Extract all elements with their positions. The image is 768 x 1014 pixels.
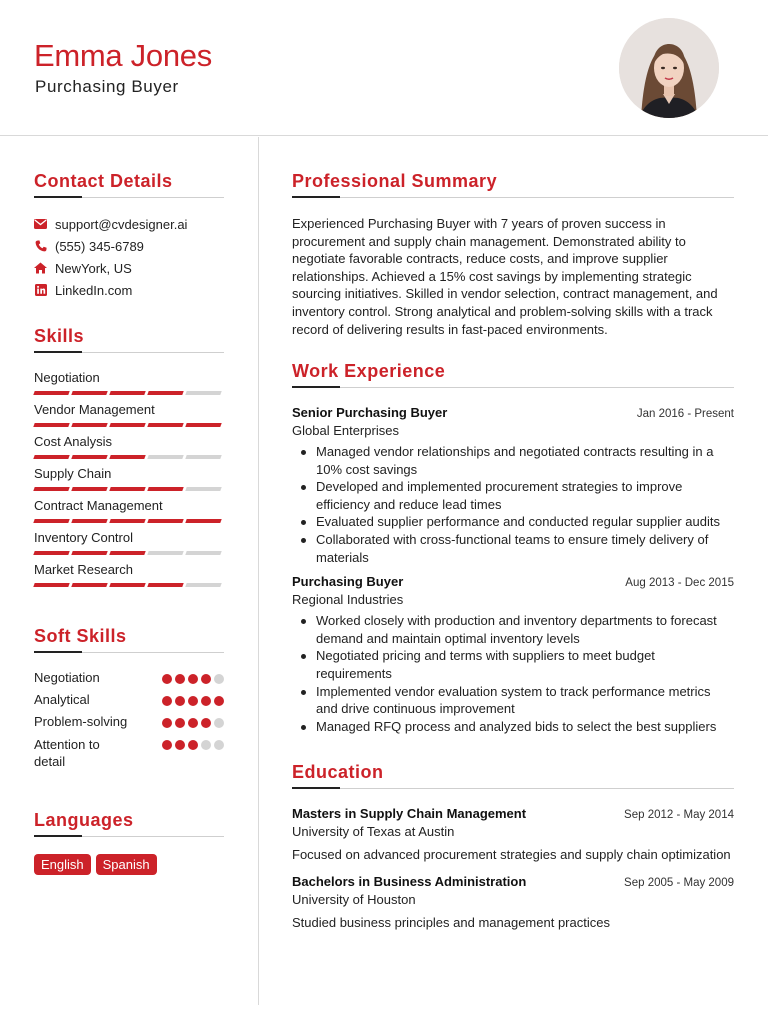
skill-name: Negotiation <box>34 370 100 385</box>
school-name: University of Houston <box>292 891 416 907</box>
job-date: Jan 2016 - Present <box>636 408 734 420</box>
skill-level-segment <box>71 455 107 459</box>
languages-heading: Languages <box>34 810 134 830</box>
soft-skill-name: Analytical <box>34 692 90 707</box>
soft-skills-heading: Soft Skills <box>34 626 127 646</box>
rating-dot <box>162 740 172 750</box>
job-entry <box>292 405 734 566</box>
language-badge-spanish: Spanish <box>96 854 157 875</box>
job-title: Senior Purchasing Buyer <box>292 405 448 420</box>
contact-location <box>34 257 224 279</box>
summary-text: Experienced Purchasing Buyer with 7 years of proven success in procurement and supply chain management. Demonstrated ability to negotiate favorable contracts, reduce costs, and improve supplier relationships. Achieved a 15% cost savings by implementing strategic sourcing initiatives. Skilled in vendor selection, contract management, and inventory control. Strong analytical and problem-solving skills with a track record of delivering results in fast-paced environments. <box>292 216 718 337</box>
job-company: Global Enterprises <box>292 423 399 438</box>
contact-location-text: NewYork, US <box>55 260 132 276</box>
skill-level-segment <box>71 423 107 427</box>
contact-list <box>34 213 224 301</box>
experience-heading: Work Experience <box>292 361 446 381</box>
soft-skill-name: Negotiation <box>34 670 100 685</box>
education-section <box>292 762 734 931</box>
skill-level-segment <box>147 423 183 427</box>
profile-photo <box>619 18 719 118</box>
rating-dot <box>214 674 224 684</box>
degree-title: Bachelors in Business Administration <box>292 873 527 889</box>
contact-linkedin[interactable] <box>34 279 224 301</box>
job-title: Purchasing Buyer <box>292 574 404 590</box>
skill-level-segment <box>71 391 107 395</box>
skill-name: Vendor Management <box>34 402 155 417</box>
soft-skill-name: Attention to detail <box>34 737 100 769</box>
rating-dot <box>188 740 198 750</box>
soft-skill-rating <box>162 692 224 714</box>
skill-name: Contract Management <box>34 498 163 513</box>
section-divider <box>292 197 734 198</box>
skill-level-segment <box>71 487 107 491</box>
skill-level-bar <box>34 583 224 587</box>
skill-level-bar <box>34 391 224 395</box>
skill-level-segment <box>33 455 69 459</box>
soft-skill-rating <box>162 714 224 736</box>
rating-dot <box>201 674 211 684</box>
education-header <box>292 874 734 889</box>
job-header <box>292 574 734 589</box>
rating-dot <box>214 718 224 728</box>
rating-dot <box>188 718 198 728</box>
skill-level-segment <box>147 455 183 459</box>
education-description: Focused on advanced procurement strategies and supply chain optimization <box>292 847 731 862</box>
skill-level-segment <box>109 583 145 587</box>
skill-name: Inventory Control <box>34 530 133 545</box>
job-bullet: Collaborated with cross-functional teams to ensure timely delivery of materials <box>292 531 734 566</box>
skill-level-segment <box>71 519 107 523</box>
job-header <box>292 405 734 420</box>
skill-level-segment <box>33 487 69 491</box>
rating-dot <box>162 718 172 728</box>
soft-skill-name: Problem-solving <box>34 714 128 729</box>
education-date: Sep 2005 - May 2009 <box>624 876 734 889</box>
languages-section <box>34 810 224 875</box>
home-icon <box>34 262 47 275</box>
skill-level-segment <box>185 583 221 587</box>
skill-item <box>34 561 224 593</box>
rating-dot <box>214 696 224 706</box>
section-divider <box>34 352 224 353</box>
skill-name: Supply Chain <box>34 466 112 481</box>
skill-level-segment <box>33 551 69 555</box>
skill-level-segment <box>109 391 145 395</box>
skill-level-bar <box>34 455 224 459</box>
soft-skill-rating <box>162 736 224 772</box>
candidate-name: Emma Jones <box>34 38 212 73</box>
resume-header <box>0 0 768 136</box>
section-divider <box>34 652 224 653</box>
soft-skill-row <box>34 714 224 736</box>
language-list <box>34 854 224 875</box>
skill-level-segment <box>185 551 221 555</box>
skill-level-segment <box>71 583 107 587</box>
skill-level-segment <box>109 519 145 523</box>
job-bullets <box>292 612 734 735</box>
skill-level-segment <box>71 551 107 555</box>
skills-list <box>34 369 224 593</box>
education-heading: Education <box>292 762 384 782</box>
skill-level-segment <box>185 423 221 427</box>
linkedin-icon <box>34 284 47 297</box>
contact-phone[interactable] <box>34 235 224 257</box>
skill-item <box>34 497 224 529</box>
job-bullet: Managed RFQ process and analyzed bids to select the best suppliers <box>292 718 734 736</box>
section-divider <box>292 387 734 388</box>
section-divider <box>34 197 224 198</box>
skill-level-segment <box>147 391 183 395</box>
skill-level-segment <box>109 455 145 459</box>
skill-level-segment <box>33 391 69 395</box>
contact-email[interactable] <box>34 213 224 235</box>
rating-dot <box>214 740 224 750</box>
contact-heading: Contact Details <box>34 171 173 191</box>
rating-dot <box>188 674 198 684</box>
soft-skills-list <box>34 670 224 772</box>
skill-item <box>34 433 224 465</box>
summary-section <box>292 171 734 338</box>
skill-level-bar <box>34 423 224 427</box>
experience-section <box>292 361 734 735</box>
skill-item <box>34 529 224 561</box>
school-name: University of Texas at Austin <box>292 824 455 839</box>
skill-level-bar <box>34 519 224 523</box>
skill-level-segment <box>109 423 145 427</box>
degree-title: Masters in Supply Chain Management <box>292 806 527 821</box>
column-divider <box>258 137 259 1005</box>
job-bullet: Managed vendor relationships and negotiated contracts resulting in a 10% cost savings <box>292 443 734 478</box>
skill-item <box>34 401 224 433</box>
soft-skill-rating <box>162 670 224 692</box>
job-bullet: Evaluated supplier performance and conducted regular supplier audits <box>292 513 734 531</box>
rating-dot <box>188 696 198 706</box>
rating-dot <box>201 740 211 750</box>
skill-level-segment <box>109 551 145 555</box>
summary-heading: Professional Summary <box>292 171 498 191</box>
skill-level-segment <box>185 391 221 395</box>
skill-name: Market Research <box>34 562 133 577</box>
skill-item <box>34 465 224 497</box>
rating-dot <box>201 696 211 706</box>
envelope-icon <box>34 218 47 231</box>
education-entry <box>292 806 734 864</box>
skill-level-segment <box>147 519 183 523</box>
contact-phone-text: (555) 345-6789 <box>55 238 144 254</box>
soft-skill-row <box>34 692 224 714</box>
rating-dot <box>201 718 211 728</box>
skill-level-segment <box>109 487 145 491</box>
skill-level-segment <box>147 583 183 587</box>
contact-section <box>34 171 224 301</box>
soft-skills-section <box>34 626 224 772</box>
skill-level-bar <box>34 551 224 555</box>
rating-dot <box>175 696 185 706</box>
soft-skill-row <box>34 670 224 692</box>
rating-dot <box>175 740 185 750</box>
skill-item <box>34 369 224 401</box>
section-divider <box>34 836 224 837</box>
soft-skill-row <box>34 736 224 772</box>
candidate-title: Purchasing Buyer <box>35 77 179 96</box>
job-bullet: Worked closely with production and inventory departments to forecast demand and maintain optimal inventory levels <box>292 612 734 647</box>
education-date: Sep 2012 - May 2014 <box>624 809 734 821</box>
rating-dot <box>162 674 172 684</box>
skill-level-segment <box>33 423 69 427</box>
job-bullet: Negotiated pricing and terms with suppliers to meet budget requirements <box>292 647 734 682</box>
job-date: Aug 2013 - Dec 2015 <box>625 577 734 590</box>
skill-level-segment <box>147 551 183 555</box>
education-header <box>292 806 734 821</box>
phone-icon <box>34 240 47 253</box>
section-divider <box>292 788 734 789</box>
skill-level-segment <box>185 487 221 491</box>
job-bullet: Implemented vendor evaluation system to track performance metrics and drive continuous improvement <box>292 683 734 718</box>
job-company: Regional Industries <box>292 592 404 608</box>
skill-level-segment <box>33 519 69 523</box>
job-bullets <box>292 443 734 566</box>
education-entry <box>292 874 734 932</box>
skill-level-segment <box>185 455 221 459</box>
rating-dot <box>162 696 172 706</box>
rating-dot <box>175 718 185 728</box>
skills-heading: Skills <box>34 326 85 346</box>
skill-level-segment <box>185 519 221 523</box>
skills-section <box>34 326 224 593</box>
skill-name: Cost Analysis <box>34 434 113 449</box>
rating-dot <box>175 674 185 684</box>
skill-level-segment <box>33 583 69 587</box>
job-bullet: Developed and implemented procurement strategies to improve efficiency and reduce lead times <box>292 478 734 513</box>
skill-level-segment <box>147 487 183 491</box>
education-description: Studied business principles and management practices <box>292 914 610 930</box>
contact-email-text: support@cvdesigner.ai <box>55 216 188 232</box>
contact-linkedin-text: LinkedIn.com <box>55 282 133 298</box>
skill-level-bar <box>34 487 224 491</box>
language-badge-english: English <box>34 854 91 875</box>
job-entry <box>292 574 734 735</box>
